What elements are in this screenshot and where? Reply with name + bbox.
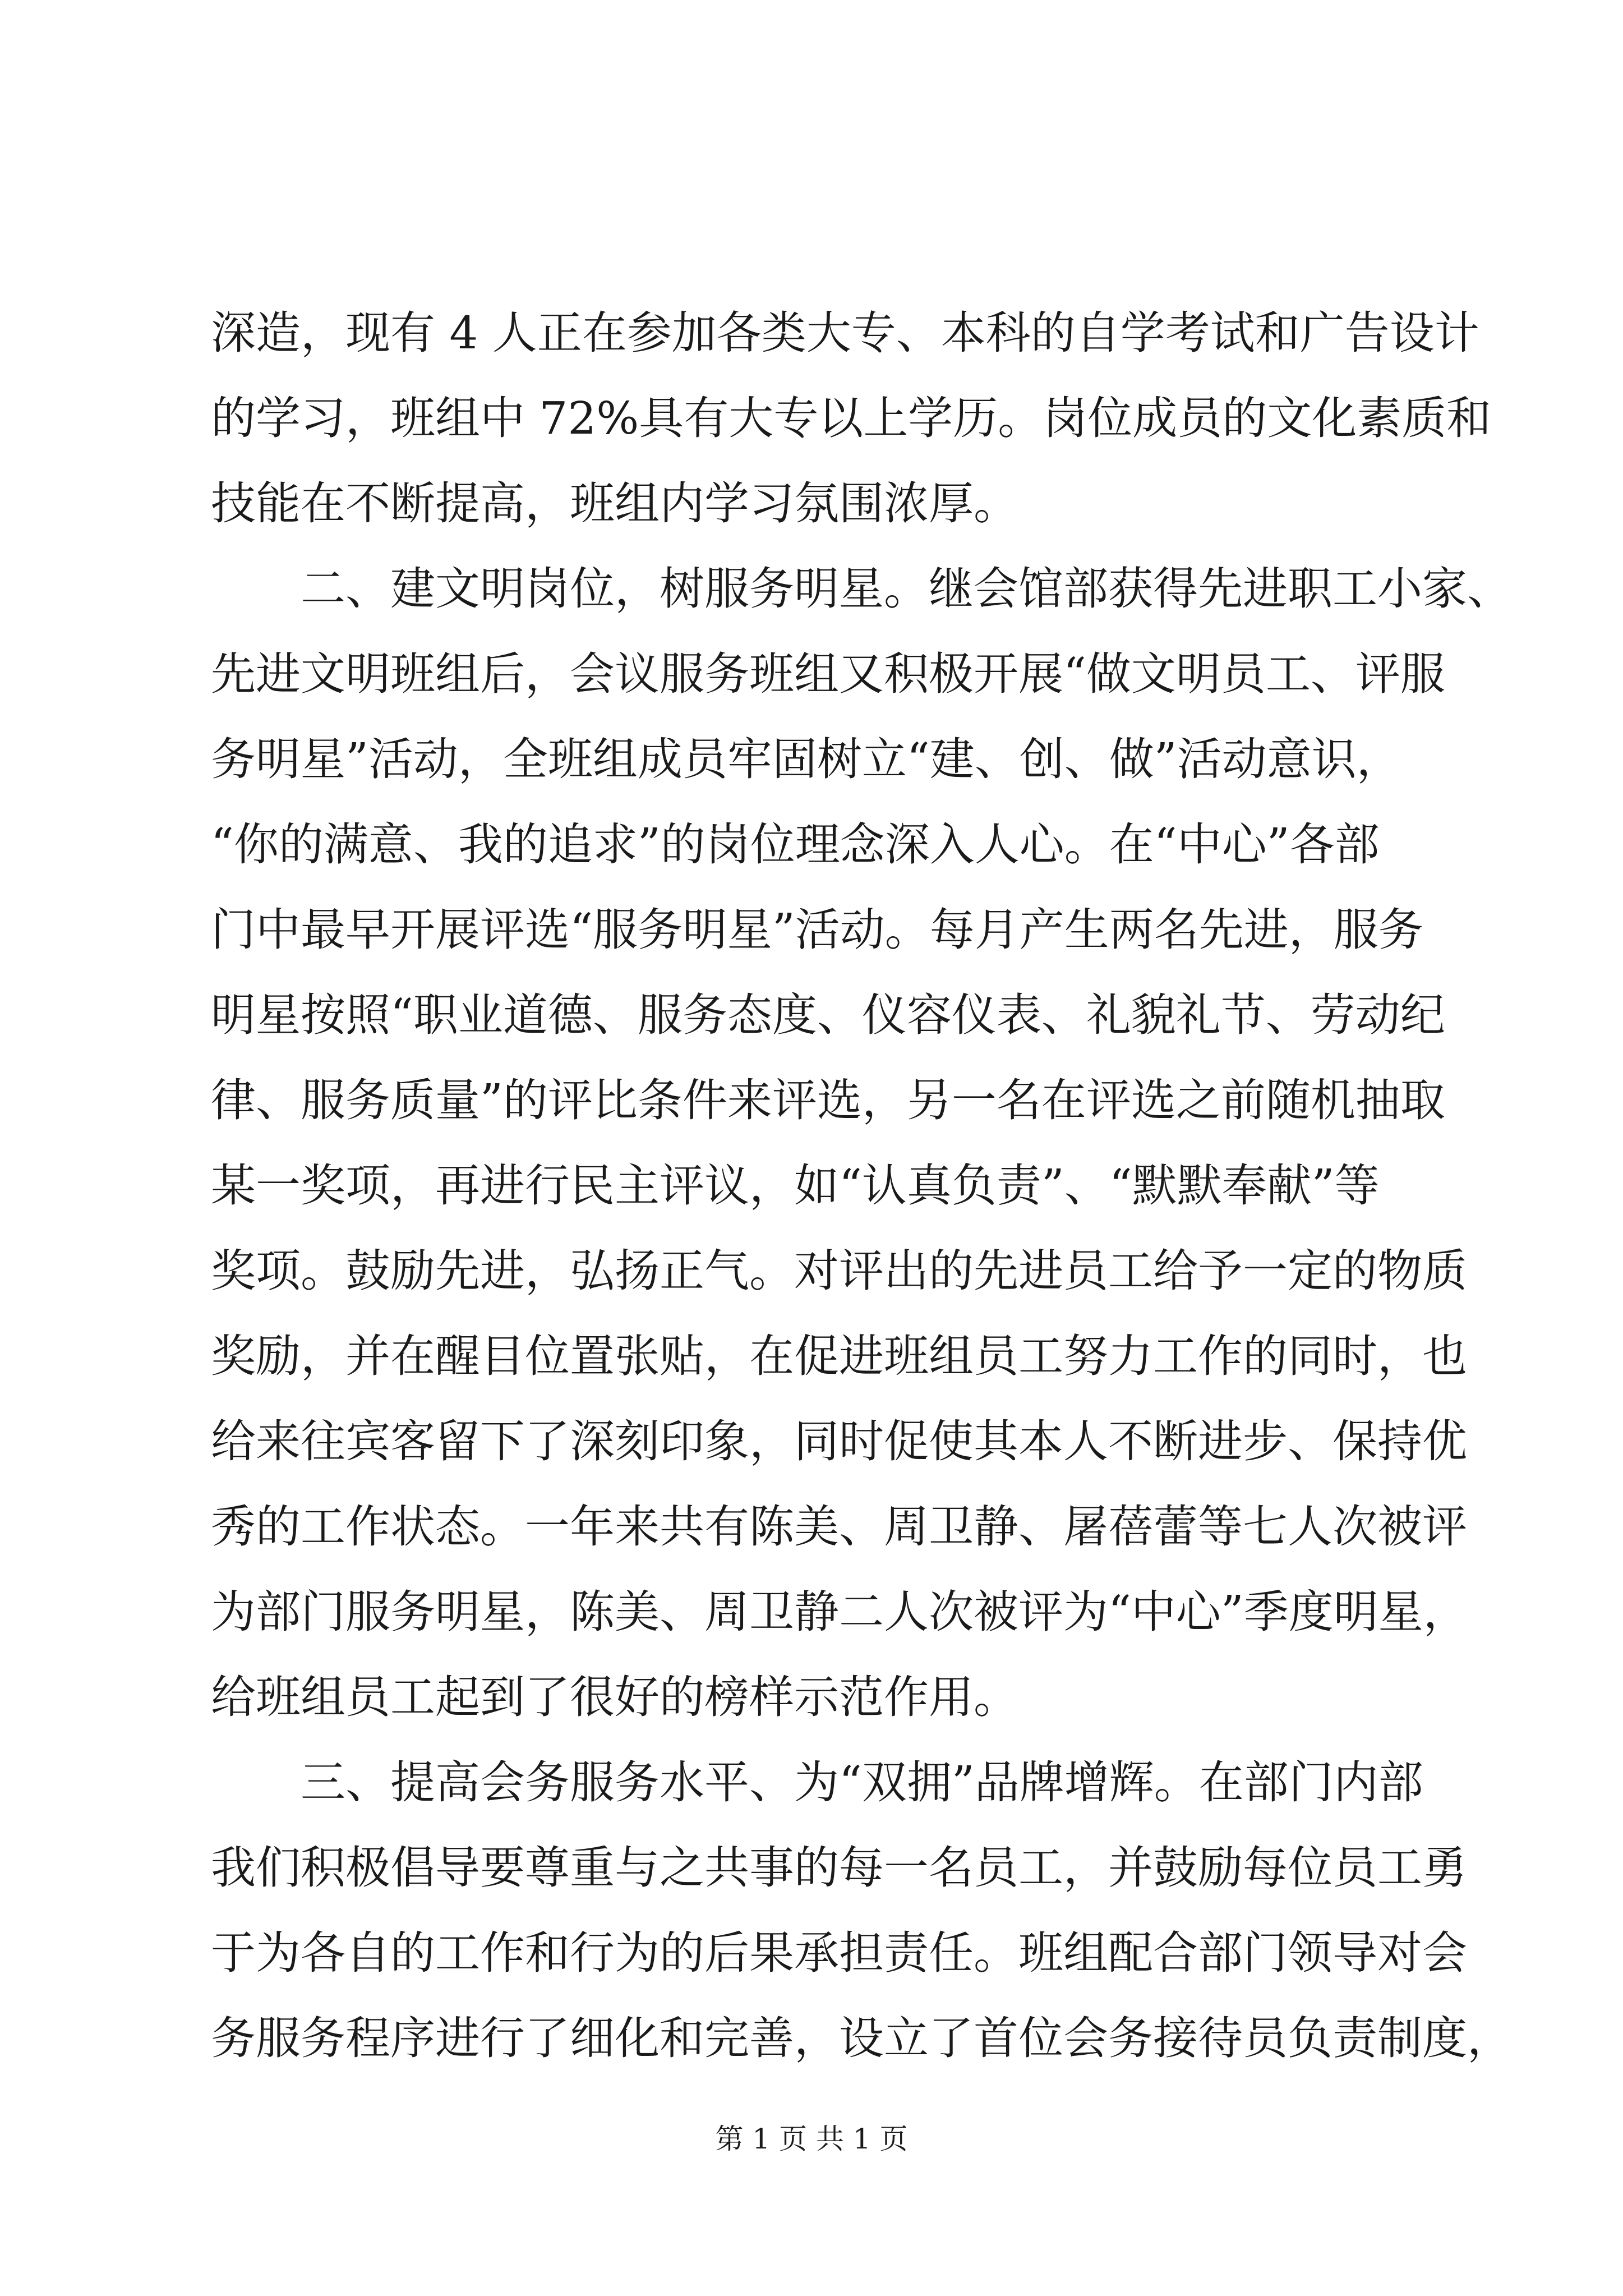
text-line: 奖项。鼓励先进，弘扬正气。对评出的先进员工给予一定的物质 bbox=[211, 1245, 1467, 1297]
text-line: 明星按照“职业道德、服务态度、仪容仪表、礼貌礼节、劳动纪 bbox=[211, 989, 1445, 1041]
paragraph-start-line: 三、提高会务服务水平、为“双拥”品牌增辉。在部门内部 bbox=[301, 1756, 1423, 1809]
text-line: 先进文明班组后，会议服务班组又积极开展“做文明员工、评服 bbox=[211, 648, 1445, 700]
text-line: 于为各自的工作和行为的后果承担责任。班组配合部门领导对会 bbox=[211, 1927, 1467, 1979]
text-line: 我们积极倡导要尊重与之共事的每一名员工，并鼓励每位员工勇 bbox=[211, 1842, 1467, 1894]
text-line: 律、服务质量”的评比条件来评选，另一名在评选之前随机抽取 bbox=[211, 1074, 1445, 1126]
text-line: 为部门服务明星，陈美、周卫静二人次被评为“中心”季度明星， bbox=[211, 1586, 1468, 1638]
text-line: 给来往宾客留下了深刻印象，同时促使其本人不断进步、保持优 bbox=[211, 1415, 1467, 1467]
text-line: 技能在不断提高，班组内学习氛围浓厚。 bbox=[211, 477, 1018, 530]
text-line: 秀的工作状态。一年来共有陈美、周卫静、屠蓓蕾等七人次被评 bbox=[211, 1501, 1467, 1553]
text-line: 务明星”活动，全班组成员牢固树立“建、创、做”活动意识， bbox=[211, 733, 1401, 785]
text-line: 某一奖项，再进行民主评议，如“认真负责”、“默默奉献”等 bbox=[211, 1159, 1380, 1212]
text-line: 奖励，并在醒目位置张贴，在促进班组员工努力工作的同时，也 bbox=[211, 1330, 1467, 1382]
text-line: 深造，现有 4 人正在参加各类大专、本科的自学考试和广告设计 bbox=[211, 307, 1479, 359]
text-line: 给班组员工起到了很好的榜样示范作用。 bbox=[211, 1671, 1018, 1723]
text-line: 门中最早开展评选“服务明星”活动。每月产生两名先进，服务 bbox=[211, 904, 1423, 956]
paragraph-start-line: 二、建文明岗位，树服务明星。继会馆部获得先进职工小家、 bbox=[301, 563, 1512, 615]
text-line: “你的满意、我的追求”的岗位理念深入人心。在“中心”各部 bbox=[211, 818, 1380, 871]
page-footer: 第 1 页 共 1 页 bbox=[715, 2123, 908, 2155]
text-line: 的学习，班组中 72%具有大专以上学历。岗位成员的文化素质和 bbox=[211, 392, 1492, 444]
text-line: 务服务程序进行了细化和完善，设立了首位会务接待员负责制度， bbox=[211, 2012, 1512, 2064]
